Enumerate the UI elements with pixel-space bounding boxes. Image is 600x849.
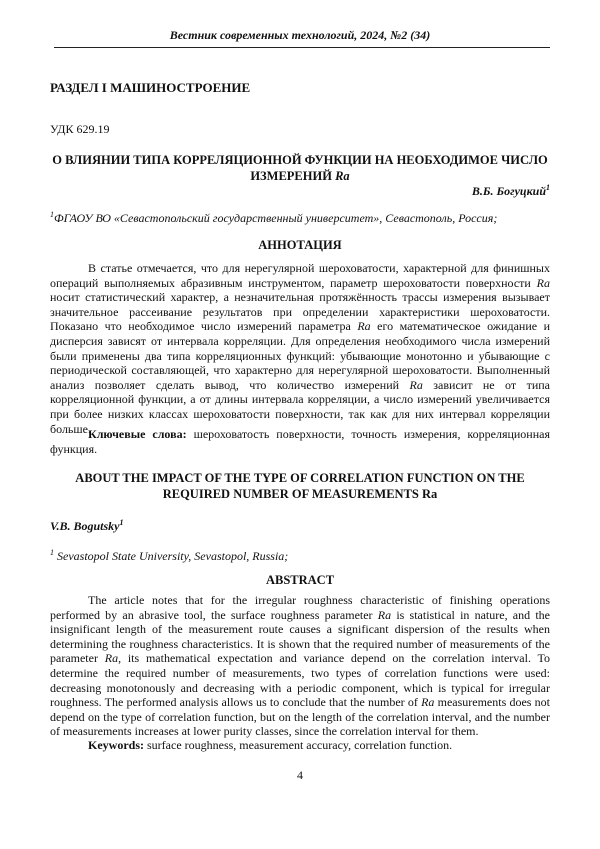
abstract-heading-en: ABSTRACT <box>265 573 335 587</box>
author-en-sup: 1 <box>119 518 124 527</box>
affiliation-en-text: Sevastopol State University, Sevastopol, Russia; <box>54 549 289 563</box>
abstract-en-part: is statistical in nature, and the insignificant length of the measurement route causes a significant dispersion of the results when determining the roughness characteristics. It is shown that the required number of measurements of the parameter <box>50 607 550 666</box>
keywords-ru-text: шероховатость поверхности, точность измерения, корреляционная функция. <box>50 427 550 456</box>
abstract-en-part: The article notes that for the irregular roughness characteristic of finishing operations performed by an abrasive tool, the surface roughness parameter <box>50 593 550 622</box>
affiliation-en-sup: 1 <box>50 548 54 557</box>
abstract-ru-part: зависит не от типа корреляционной функции, а от длины интервала корреляции, а число измерений увеличивается при более низких классах шероховатости поверхности, так как для них интервал корреляции больше. <box>50 377 550 436</box>
param-ra: Ra <box>536 275 550 290</box>
param-ra: Ra <box>409 377 423 392</box>
abstract-ru-part: В статье отмечается, что для нерегулярной шероховатости, характерной для финишных операций выполняемых абразивным инструментом, параметр шероховатости поверхности <box>50 261 550 290</box>
journal-header: Вестник современных технологий, 2024, №2 (34) <box>169 28 431 42</box>
affiliation-ru-text: ФГАОУ ВО «Севастопольский государственный университет», Севастополь, Россия; <box>54 211 498 225</box>
page-number: 4 <box>297 768 303 782</box>
keywords-en-label: Keywords: <box>88 738 144 752</box>
author-en-name: V.B. Bogutsky <box>50 519 120 533</box>
author-ru-name: В.Б. Богуцкий <box>471 184 546 198</box>
param-ra: Ra <box>357 319 371 334</box>
abstract-ru-part: носит статистический характер, а незначительная протяжённость трассы измерения вызывает значительное рассеивание результатов при определении характеристики шероховатости. Показано что необходимое число измерений параметра <box>50 290 550 334</box>
header-divider <box>54 47 550 48</box>
abstract-en <box>50 593 550 739</box>
param-ra: Ra <box>377 607 392 622</box>
keywords-en <box>50 738 550 753</box>
udk-code: УДК 629.19 <box>50 122 110 136</box>
title-ru-param: Ra <box>335 169 350 183</box>
abstract-ru-part: его математическое ожидание и дисперсия зависят от интервала корреляции. Для определения необходимого числа измерений были применены два типа корреляционных функций: убывающие монотонно и убывающие с периодической составляющей, что характерно для нерегулярной шероховатости. Выполненный анализ позволяет сделать вывод, что количество измерений <box>50 319 550 392</box>
author-en <box>50 519 123 534</box>
keywords-ru <box>50 427 550 456</box>
keywords-ru-label: Ключевые слова: <box>88 427 187 441</box>
article-title-en: ABOUT THE IMPACT OF THE TYPE OF CORRELATION FUNCTION ON THE REQUIRED NUMBER OF MEASUREMENTS Ra <box>75 471 525 501</box>
param-ra: Ra <box>104 651 119 666</box>
keywords-en-text: surface roughness, measurement accuracy, correlation function. <box>144 738 453 752</box>
article-title-ru <box>50 152 550 184</box>
abstract-en-part: measurements does not depend on the type of correlation function, but on the length of the correlation interval, and the number of measurements increases at lower purity classes, since the correlation interval for them. <box>50 695 550 739</box>
affiliation-ru-sup: 1 <box>50 210 54 219</box>
author-ru-sup: 1 <box>546 183 550 192</box>
param-ra: Ra <box>421 695 435 710</box>
abstract-en-part: , its mathematical expectation and variance depend on the correlation interval. To determine the required number of measurements, two types of correlation functions were used: decreasing monotonously and decreasing with a periodic component, which is typical for irregular roughness. The performed analysis allows us to conclude that the number of <box>50 651 550 710</box>
abstract-ru <box>50 261 550 436</box>
author-ru <box>472 184 550 199</box>
title-ru-text: О ВЛИЯНИИ ТИПА КОРРЕЛЯЦИОННОЙ ФУНКЦИИ НА НЕОБХОДИМОЕ ЧИСЛО ИЗМЕРЕНИЙ <box>52 153 548 183</box>
abstract-heading-ru: АННОТАЦИЯ <box>258 238 342 252</box>
affiliation-en <box>50 549 288 564</box>
affiliation-ru <box>50 211 497 226</box>
section-title: РАЗДЕЛ I МАШИНОСТРОЕНИЕ <box>50 80 251 95</box>
